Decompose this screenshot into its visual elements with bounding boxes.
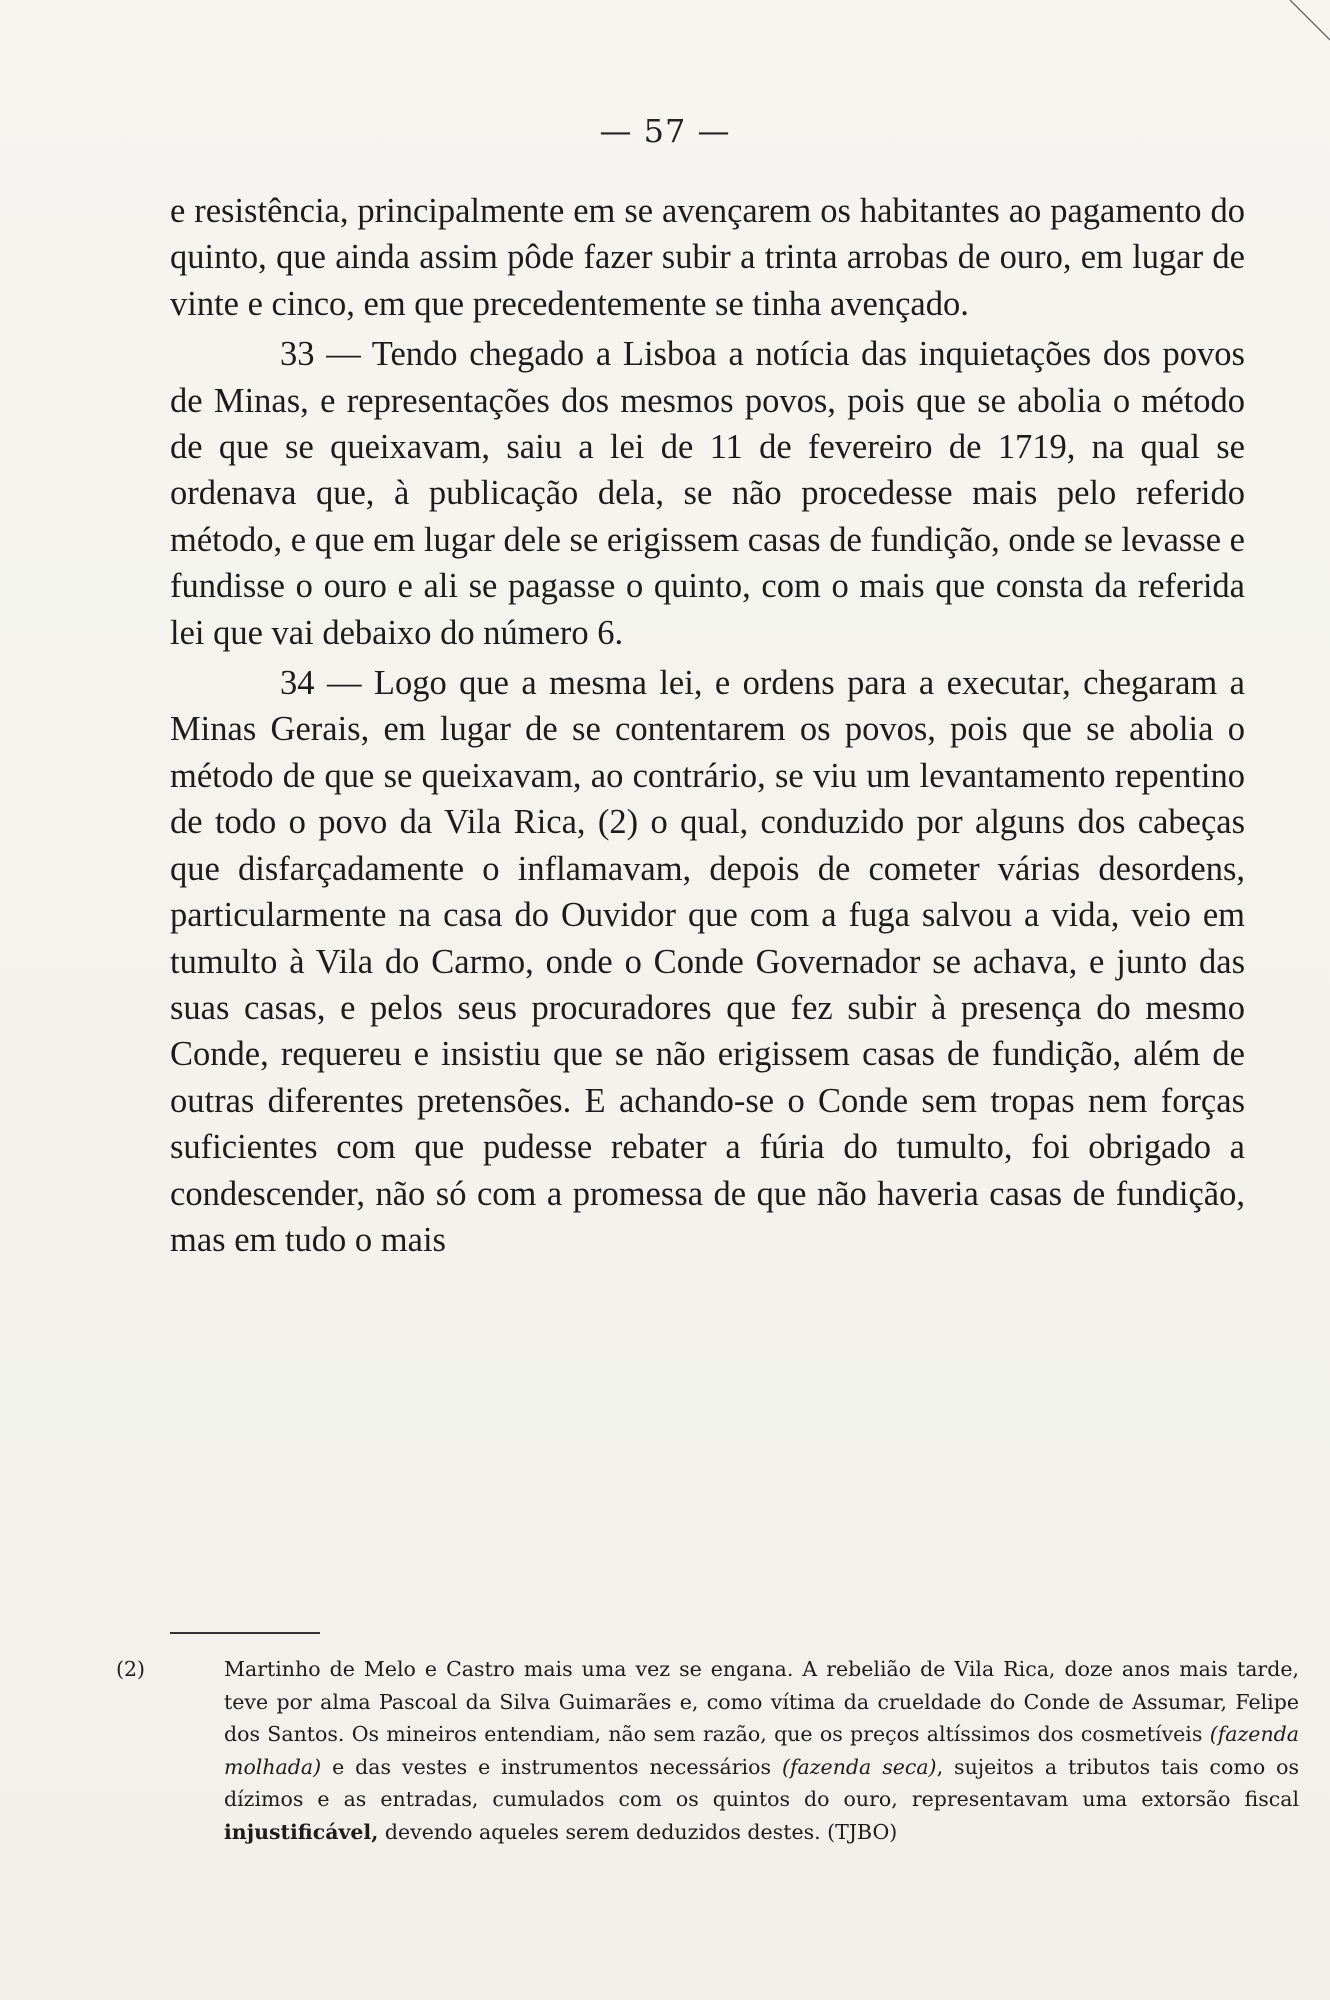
page-number: — 57 — <box>599 112 731 150</box>
footnote-separator <box>170 1632 320 1634</box>
footnote-bold-1: injustificável, <box>224 1819 379 1844</box>
footnote-italic-1: (fazenda molhada) <box>224 1722 1299 1779</box>
footnote-italic-2: (fazenda seca) <box>781 1754 937 1779</box>
footnote-part-2: e das vestes e instrumentos necessários <box>321 1754 782 1779</box>
footnote-part-3: , sujeitos a tributos tais como os dízimos e as entradas, cumulados com os quintos do ouro, representavam uma extorsão fiscal <box>224 1754 1299 1811</box>
footnote-part-4: devendo aqueles serem deduzidos destes. (TJBO) <box>378 1819 898 1844</box>
footnote-marker: (2) <box>116 1657 146 1681</box>
body-text <box>170 188 1245 1267</box>
footnote-2 <box>116 1653 1299 1848</box>
paragraph-continuation: e resistência, principalmente em se avençarem os habitantes ao pagamento do quinto, que ainda assim pôde fazer subir a trinta arrobas de ouro, em lugar de vinte e cinco, em que precedentemente se tinha avençado. <box>170 192 1245 323</box>
paragraph-33: 33 — Tendo chegado a Lisboa a notícia das inquietações dos povos de Minas, e representações dos mesmos povos, pois que se abolia o método de que se queixavam, saiu a lei de 11 de fevereiro de 1719, na qual se ordenava que, à publicação dela, se não procedesse mais pelo referido método, e que em lugar dele se erigissem casas de fundição, onde se levasse e fundisse o ouro e ali se pagasse o quinto, com o mais que consta da referida lei que vai debaixo do número 6. <box>170 335 1245 652</box>
footnote-text <box>224 1657 1299 1844</box>
scan-corner-mark <box>1270 0 1330 60</box>
paragraph-34: 34 — Logo que a mesma lei, e ordens para a executar, chegaram a Minas Gerais, em lugar de se contentarem os povos, pois que se abolia o método de que se queixavam, ao contrário, se viu um levantamento repentino de todo o povo da Vila Rica, (2) o qual, conduzido por alguns dos cabeças que disfarçadamente o inflamavam, depois de cometer várias desordens, particularmente na casa do Ouvidor que com a fuga salvou a vida, veio em tumulto à Vila do Carmo, onde o Conde Governador se achava, e junto das suas casas, e pelos seus procuradores que fez subir à presença do mesmo Conde, requereu e insistiu que se não erigissem casas de fundição, além de outras diferentes pretensões. E achando-se o Conde sem tropas nem forças suficientes com que pudesse rebater a fúria do tumulto, foi obrigado a condescender, não só com a promessa de que não haveria casas de fundição, mas em tudo o mais <box>170 664 1245 1259</box>
footnote-part-1: Martinho de Melo e Castro mais uma vez se engana. A rebelião de Vila Rica, doze anos mais tarde, teve por alma Pascoal da Silva Guimarães e, como vítima da crueldade do Conde de Assumar, Felipe dos Santos. Os mineiros entendiam, não sem razão, que os preços altíssimos dos cosmetíveis <box>224 1657 1299 1746</box>
